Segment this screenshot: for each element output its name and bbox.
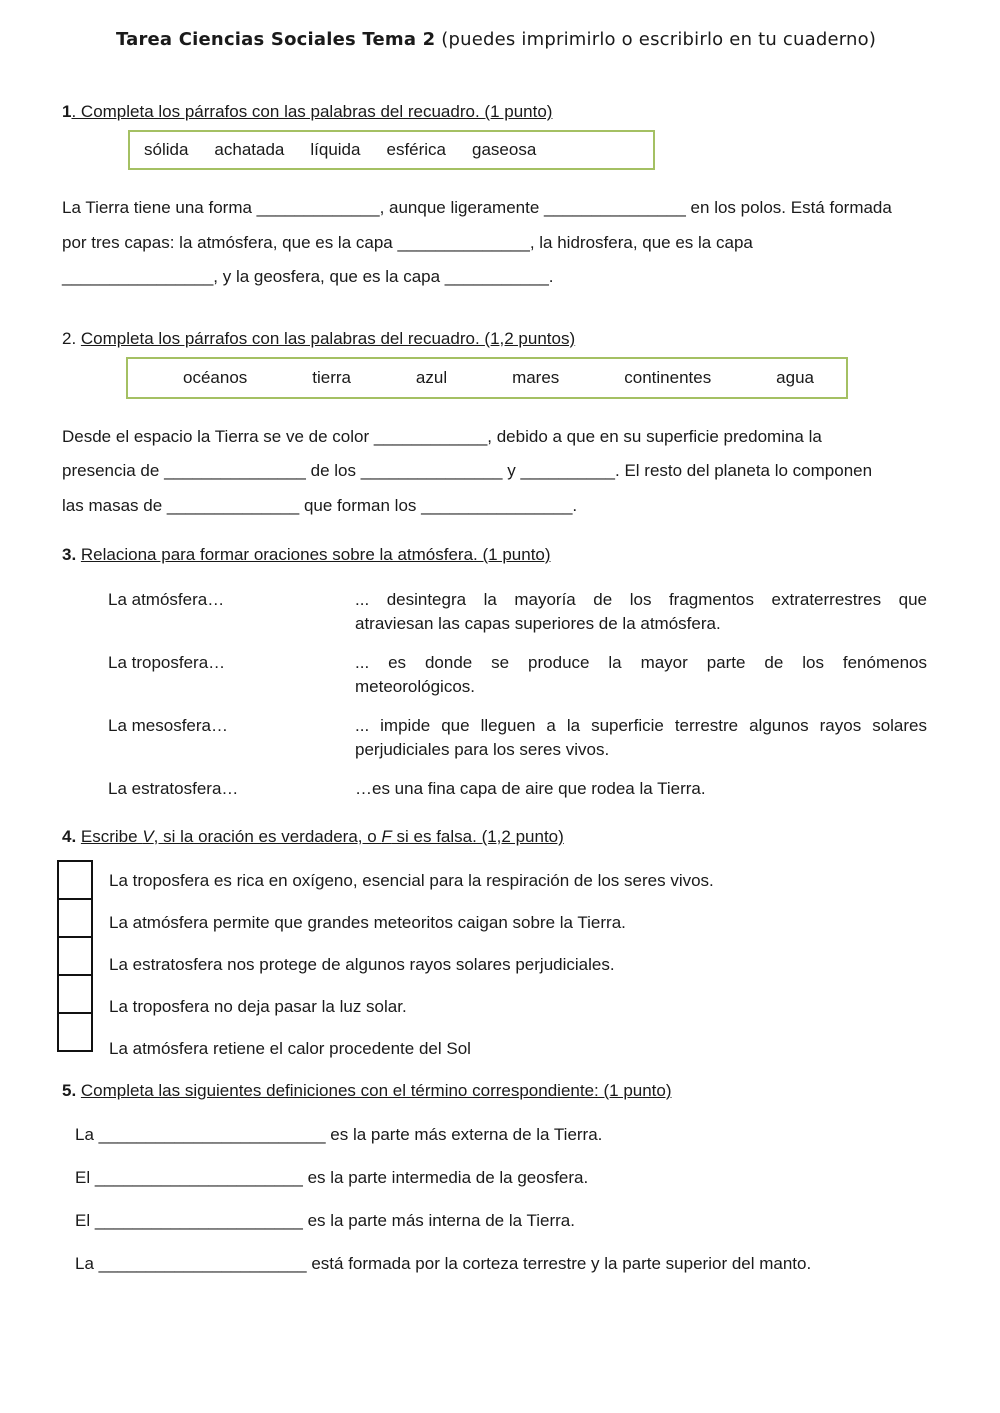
exercise5-points: (1 punto) [603,1081,672,1100]
word-bank-word: continentes [624,367,712,387]
exercise1-paragraph [62,191,930,295]
match-right-line: perjudiciales para los seres vivos. [355,740,610,759]
match-right-item [355,777,927,801]
exercise3-number: 3. [62,545,81,564]
exercise5-title: Completa las siguientes definiciones con el término correspondiente: [80,1081,604,1100]
statement-column [109,860,714,1070]
word-bank-word: tierra [312,367,351,387]
letter-f: F [381,827,392,846]
word-bank-word: líquida [310,140,361,159]
match-right-line: meteorológicos. [355,677,476,696]
answer-box[interactable] [57,860,93,900]
word-bank-word: agua [776,367,814,387]
definition-line: La ________________________ es la parte más externa de la Tierra. [75,1125,603,1144]
exercise2-points: (1,2 puntos) [484,328,576,348]
worksheet-title [62,28,930,52]
fill-in-line: por tres capas: la atmósfera, que es la capa ______________, la hidrosfera, que es la capa [62,232,753,252]
word-bank-word: océanos [183,367,248,387]
match-right-line: atraviesan las capas superiores de la atmósfera. [355,614,721,633]
exercise1-points: (1 punto) [484,102,553,121]
definitions-list [75,1124,930,1275]
exercise5-number: 5. [62,1081,81,1100]
exercise4-heading [62,826,930,848]
word-bank-word: esférica [386,140,447,159]
fill-in-line: Desde el espacio la Tierra se ve de color ____________, debido a que en su superficie predomina la [62,426,822,446]
exercise1-number: 1 [62,102,72,121]
definition-line: El ______________________ es la parte intermedia de la geosfera. [75,1168,589,1187]
match-row [62,651,930,699]
match-right-line: ... es donde se produce la mayor parte de los fenómenos [355,653,927,672]
tf-statement: La troposfera es rica en oxígeno, esencial para la respiración de los seres vivos. [109,871,714,890]
fill-in-line: ________________, y la geosfera, que es la capa ___________. [62,267,554,286]
match-right-item [355,588,927,636]
match-left-item: La mesosfera… [108,716,228,735]
word-bank-1 [128,130,655,170]
exercise1-heading [62,101,930,123]
title-main: Tarea Ciencias Sociales Tema 2 [115,29,436,50]
match-row [62,714,930,762]
letter-v: V [142,827,154,846]
word-bank-word: achatada [214,140,285,159]
match-right-line: …es una fina capa de aire que rodea la Tierra. [355,779,706,798]
match-left-item: La troposfera… [108,653,226,672]
tf-statement: La troposfera no deja pasar la luz solar. [109,997,407,1016]
match-right-item [355,651,927,699]
match-right-line: ... desintegra la mayoría de los fragmentos extraterrestres que [355,590,927,609]
answer-box[interactable] [57,1012,93,1052]
matching-exercise [62,588,930,801]
definition-line: La ______________________ está formada por la corteza terrestre y la parte superior del manto. [75,1254,812,1273]
match-right-line: ... impide que lleguen a la superficie terrestre algunos rayos solares [355,716,927,735]
match-left-item: La atmósfera… [108,590,225,609]
answer-box[interactable] [57,974,93,1014]
word-bank-word: mares [512,367,560,387]
word-bank-2 [126,357,848,399]
exercise4-points: (1,2 punto) [481,827,564,846]
exercise3-heading [62,544,930,566]
tf-statement: La atmósfera retiene el calor procedente del Sol [109,1039,471,1058]
exercise2-number: 2. [62,328,81,348]
match-left-item: La estratosfera… [108,779,239,798]
match-right-item [355,714,927,762]
word-bank-word: azul [415,367,448,387]
fill-in-line: las masas de ______________ que forman los ________________. [62,495,578,515]
exercise3-points: (1 punto) [482,545,551,564]
title-note: (puedes imprimirlo o escribirlo en tu cuaderno) [435,29,877,50]
exercise4-title: Escribe V, si la oración es verdadera, o F si es falsa. [80,827,482,846]
exercise5-heading [62,1080,930,1102]
word-bank-word: sólida [144,140,189,159]
true-false-exercise [62,860,930,1070]
answer-box[interactable] [57,936,93,976]
answer-box-column [57,860,93,1070]
definition-line: El ______________________ es la parte más interna de la Tierra. [75,1211,575,1230]
tf-statement: La estratosfera nos protege de algunos rayos solares perjudiciales. [109,955,615,974]
match-row [62,777,930,801]
exercise2-paragraph [62,420,930,524]
match-row [62,588,930,636]
exercise4-number: 4. [62,827,81,846]
fill-in-line: La Tierra tiene una forma _____________, aunque ligeramente _______________ en los polos. Está formada [62,198,892,217]
exercise2-title: Completa los párrafos con las palabras del recuadro. [80,328,485,348]
exercise2-heading [62,328,930,350]
fill-in-line: presencia de _______________ de los _______________ y __________. El resto del planeta lo componen [62,461,873,480]
answer-box[interactable] [57,898,93,938]
exercise3-title: Relaciona para formar oraciones sobre la atmósfera. [80,545,483,564]
exercise1-title: . Completa los párrafos con las palabras del recuadro. [71,102,485,121]
tf-statement: La atmósfera permite que grandes meteoritos caigan sobre la Tierra. [109,913,626,932]
word-bank-word: gaseosa [472,140,537,159]
